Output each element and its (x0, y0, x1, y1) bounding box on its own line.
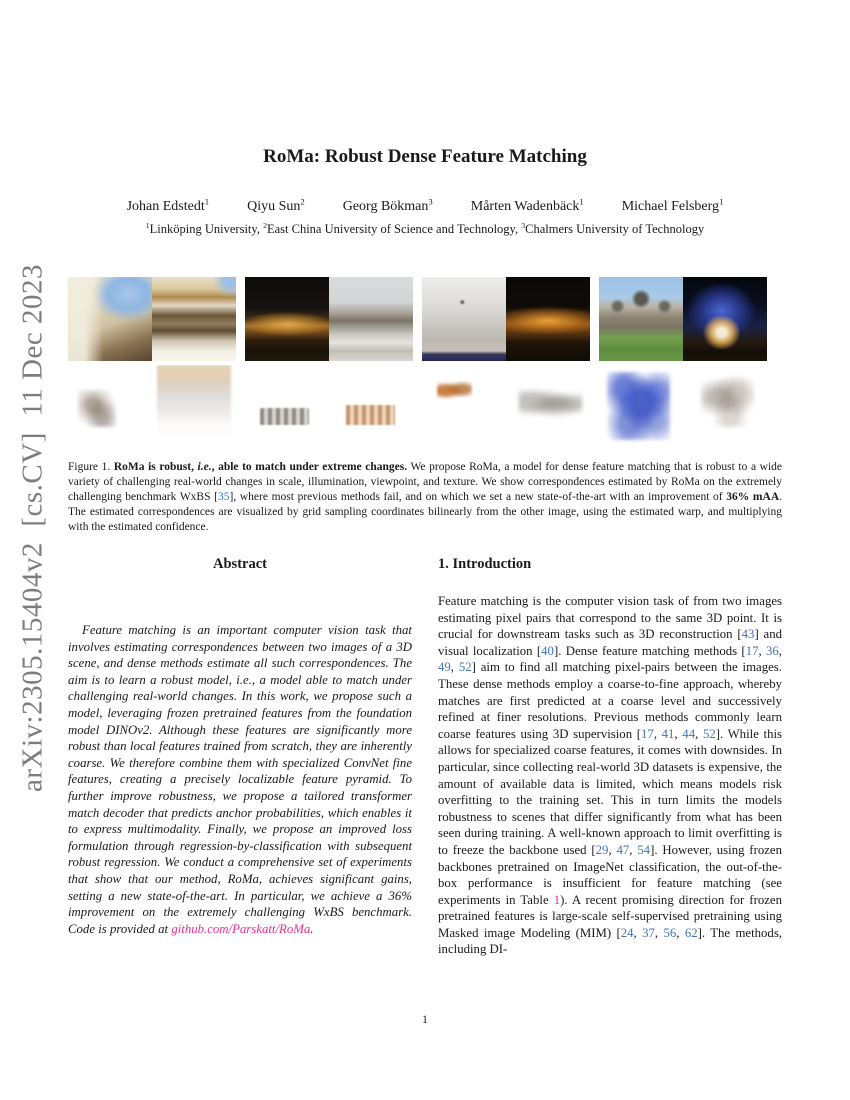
figure-pair-1 (68, 277, 236, 361)
figure-warp-square-gray (506, 365, 590, 448)
text-segment: , (674, 726, 683, 741)
author: Qiyu Sun$^2$ (247, 196, 305, 214)
figure-image-cathedral-day (599, 277, 683, 361)
citation-link[interactable]: 37 (642, 925, 655, 940)
introduction-column (438, 556, 782, 958)
text-segment: ]. Dense feature matching methods [ (553, 643, 746, 658)
abstract-heading: Abstract (213, 556, 267, 572)
text-segment: , (695, 726, 703, 741)
text-segment: ], where most previous methods fail, and on which we set a new state-of-the-art with an improvement of (229, 490, 727, 503)
figure-image-palace-day (329, 277, 413, 361)
citation-link[interactable]: 56 (663, 925, 677, 940)
text-segment: , (676, 925, 685, 940)
author: Johan Edstedt$^1$ (126, 196, 210, 214)
figure-caption (68, 460, 782, 535)
author-line (0, 196, 850, 215)
table-ref-link[interactable]: 1 (553, 892, 561, 907)
text-segment: i.e. (197, 461, 212, 473)
citation-link[interactable]: 29 (595, 842, 609, 857)
author: Georg Bökman$^3$ (342, 196, 433, 214)
introduction-heading: 1. Introduction (438, 556, 532, 572)
text-segment: Feature matching is the computer vision task of from two images estimating pixel pairs that correspond to the same 3D point. It is crucial for downstream tasks such as 3D reconstruction [ (438, 594, 782, 642)
citation-link[interactable]: 49 (438, 660, 451, 675)
text-segment: , (608, 842, 617, 857)
figure-warp-cathedral-blue (599, 365, 683, 448)
url-link[interactable]: github.com/Parskatt/RoMa (171, 921, 311, 936)
text-segment: ]. The methods, including DI- (438, 925, 783, 957)
citation-link[interactable]: 62 (684, 925, 698, 940)
author-affil-sup: 1 (719, 196, 724, 207)
figure-image-square-night (506, 277, 590, 361)
affiliation: $^1$Linköping University, (145, 220, 264, 236)
text-segment: , (450, 660, 459, 675)
citation-link[interactable]: 40 (541, 643, 554, 658)
author-affil-sup: 1 (204, 196, 210, 207)
arxiv-watermark: arXiv:2305.15404v2 [cs.CV] 11 Dec 2023 (16, 264, 49, 792)
citation-link[interactable]: 24 (620, 925, 634, 940)
text-segment: , (629, 842, 638, 857)
figure-warp-palace-orange (329, 365, 413, 448)
citation-link[interactable]: 44 (682, 726, 696, 741)
figure-row-photos (68, 277, 782, 361)
text-segment: ] and visual localization [ (438, 627, 783, 658)
citation-link[interactable]: 54 (637, 842, 651, 857)
text-segment: ]. While this allows for specialized coarse features, it comes with downsides. In particular, since collecting real-world 3D datasets is expensive, the amount of available data is limited, which means models risk overfitting to the training set. This in turn limits the models robustness to scenes that differ significantly from what has been seen during training. A well-known approach to limit overfitting is to freeze the backbone used [ (438, 726, 782, 857)
citation-link[interactable]: 35 (217, 490, 230, 503)
author-affil-sup: 1 (579, 196, 584, 207)
citation-link[interactable]: 43 (741, 627, 755, 642)
figure-warp-facade (152, 365, 236, 448)
figure-image-facade-closeup (152, 277, 236, 361)
text-segment: . (310, 921, 314, 936)
figure-image-church-day (68, 277, 152, 361)
figure-image-palace-night (245, 277, 329, 361)
author: Mårten Wadenbäck$^1$ (470, 196, 584, 214)
text-segment: , (778, 643, 782, 658)
figure-pair-4 (599, 277, 767, 361)
figure-warp-square-orange (422, 365, 506, 448)
introduction-body (438, 593, 782, 958)
abstract-body (68, 622, 412, 937)
citation-link[interactable]: 17 (745, 643, 759, 658)
figure-warp-cathedral-gray (683, 365, 767, 448)
author-affil-sup: 2 (300, 196, 305, 207)
text-segment: , (633, 925, 643, 940)
figure-1 (68, 277, 782, 448)
page-number: 1 (422, 1014, 428, 1026)
affiliation: $^3$Chalmers University of Technology (521, 220, 705, 236)
text-segment: 36% mAA (726, 490, 780, 503)
figure-row-warps (68, 365, 782, 448)
citation-link[interactable]: 52 (458, 660, 472, 675)
text-segment: ] aim to find all matching pixel-pairs between the images. These dense methods employ a coarse-to-fine approach, whereby matches are first predicted at a coarse level and successively refined at finer resolutions. Previous methods commonly learn coarse features using 3D supervision [ (438, 660, 782, 741)
text-segment: . The estimated correspondences are visualized by grid sampling coordinates bilinearly from the other image, using the estimated warp, and multiplying with the estimated confidence. (68, 490, 782, 533)
paper-title: RoMa: Robust Dense Feature Matching (263, 146, 587, 167)
citation-link[interactable]: 47 (616, 842, 630, 857)
figure-warp-palace-gray (245, 365, 329, 448)
text-segment: , able to match under extreme changes. (211, 461, 408, 473)
text-segment: We propose RoMa, a model for dense feature matching that is robust to a wide variety of challenging real-world changes in scale, illumination, viewpoint, and texture. We show correspondences estimated by RoMa on the extremely challenging benchmark WxBS [ (68, 461, 783, 503)
figure-warp-pair-1 (68, 365, 236, 448)
text-segment: Figure 1. (68, 461, 114, 473)
figure-warp-pair-2 (245, 365, 413, 448)
abstract-column (68, 556, 412, 937)
figure-pair-3 (422, 277, 590, 361)
text-segment: , (758, 643, 766, 658)
figure-image-cathedral-night (683, 277, 767, 361)
author-affil-sup: 3 (428, 196, 433, 207)
author: Michael Felsberg$^1$ (621, 196, 724, 214)
text-segment: ]. However, using frozen backbones pretrained on ImageNet classification, the out-of-the-box performance is insufficient for feature matching (see experiments in Table (438, 842, 782, 907)
text-segment: , (653, 726, 662, 741)
text-segment: , (654, 925, 664, 940)
figure-image-square-day (422, 277, 506, 361)
figure-warp-pair-3 (422, 365, 590, 448)
affiliation-line (0, 222, 850, 237)
citation-link[interactable]: 52 (702, 726, 716, 741)
text-segment: ). A recent promising direction for frozen pretrained features is large-scale self-supervised pretraining using Masked image Modeling (MIM) [ (438, 892, 782, 940)
figure-warp-pair-4 (599, 365, 767, 448)
figure-pair-2 (245, 277, 413, 361)
citation-link[interactable]: 17 (641, 726, 654, 741)
figure-warp-church (68, 365, 152, 448)
affiliation: $^2$East China University of Science and Technology, (263, 220, 522, 236)
citation-link[interactable]: 41 (661, 726, 675, 741)
text-segment: RoMa is robust, (113, 461, 198, 473)
text-segment: Feature matching is an important computer vision task that involves estimating correspondences between two images of a 3D scene, and dense methods estimate all such correspondences. The aim is to learn a robust model, i.e., a model able to match under challenging real-world changes. In this work, we propose such a model, leveraging frozen pretrained features from the foundation model DINOv2. Although these features are significantly more robust than local features trained from scratch, they are inherently coarse. We therefore combine them with specialized ConvNet fine features, creating a precisely localizable feature pyramid. To further improve robustness, we propose a tailored transformer match decoder that predicts anchor probabilities, which enables it to express multimodality. Finally, we propose an improved loss formulation through regression-by-classification with subsequent robust regression. We conduct a comprehensive set of experiments that show that our method, RoMa, achieves significant gains, setting a new state-of-the-art. In particular, we achieve a 36% improvement on the extremely challenging WxBS benchmark. Code is provided at (68, 623, 412, 936)
citation-link[interactable]: 36 (766, 643, 779, 658)
